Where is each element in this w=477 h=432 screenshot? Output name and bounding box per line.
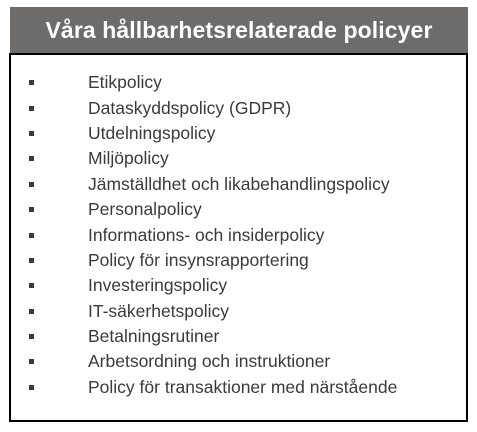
policy-label: IT-säkerhetspolicy — [88, 300, 230, 321]
square-bullet-icon — [29, 207, 34, 212]
policy-label: Utdelningspolicy — [88, 122, 216, 143]
list-item — [11, 121, 466, 146]
policy-label: Arbetsordning och instruktioner — [88, 351, 331, 372]
policy-label: Etikpolicy — [88, 72, 162, 93]
list-item — [11, 95, 466, 120]
list-item — [11, 70, 466, 95]
policy-label: Policy för transaktioner med närstående — [88, 376, 398, 397]
square-bullet-icon — [29, 334, 34, 339]
policy-label: Dataskyddspolicy (GDPR) — [88, 97, 292, 118]
square-bullet-icon — [29, 258, 34, 263]
list-item — [11, 324, 466, 349]
list-item — [11, 299, 466, 324]
policy-list — [11, 70, 466, 400]
header-banner — [10, 7, 468, 53]
list-item — [11, 222, 466, 247]
square-bullet-icon — [29, 385, 34, 390]
list-item — [11, 172, 466, 197]
list-item — [11, 375, 466, 400]
list-item — [11, 146, 466, 171]
policy-box — [9, 53, 468, 422]
square-bullet-icon — [29, 156, 34, 161]
square-bullet-icon — [29, 106, 34, 111]
square-bullet-icon — [29, 182, 34, 187]
square-bullet-icon — [29, 283, 34, 288]
list-item — [11, 248, 466, 273]
square-bullet-icon — [29, 359, 34, 364]
square-bullet-icon — [29, 233, 34, 238]
list-item — [11, 273, 466, 298]
policy-label: Betalningsrutiner — [88, 326, 220, 347]
square-bullet-icon — [29, 309, 34, 314]
policy-label: Policy för insynsrapportering — [88, 249, 309, 270]
page-title: Våra hållbarhetsrelaterade policyer — [45, 16, 433, 43]
policy-label: Personalpolicy — [88, 199, 202, 220]
policy-label: Miljöpolicy — [88, 148, 169, 169]
list-item — [11, 197, 466, 222]
square-bullet-icon — [29, 80, 34, 85]
policy-label: Informations- och insiderpolicy — [88, 224, 325, 245]
policy-label: Investeringspolicy — [88, 275, 228, 296]
square-bullet-icon — [29, 131, 34, 136]
policy-label: Jämställdhet och likabehandlingspolicy — [88, 173, 390, 194]
list-item — [11, 349, 466, 374]
